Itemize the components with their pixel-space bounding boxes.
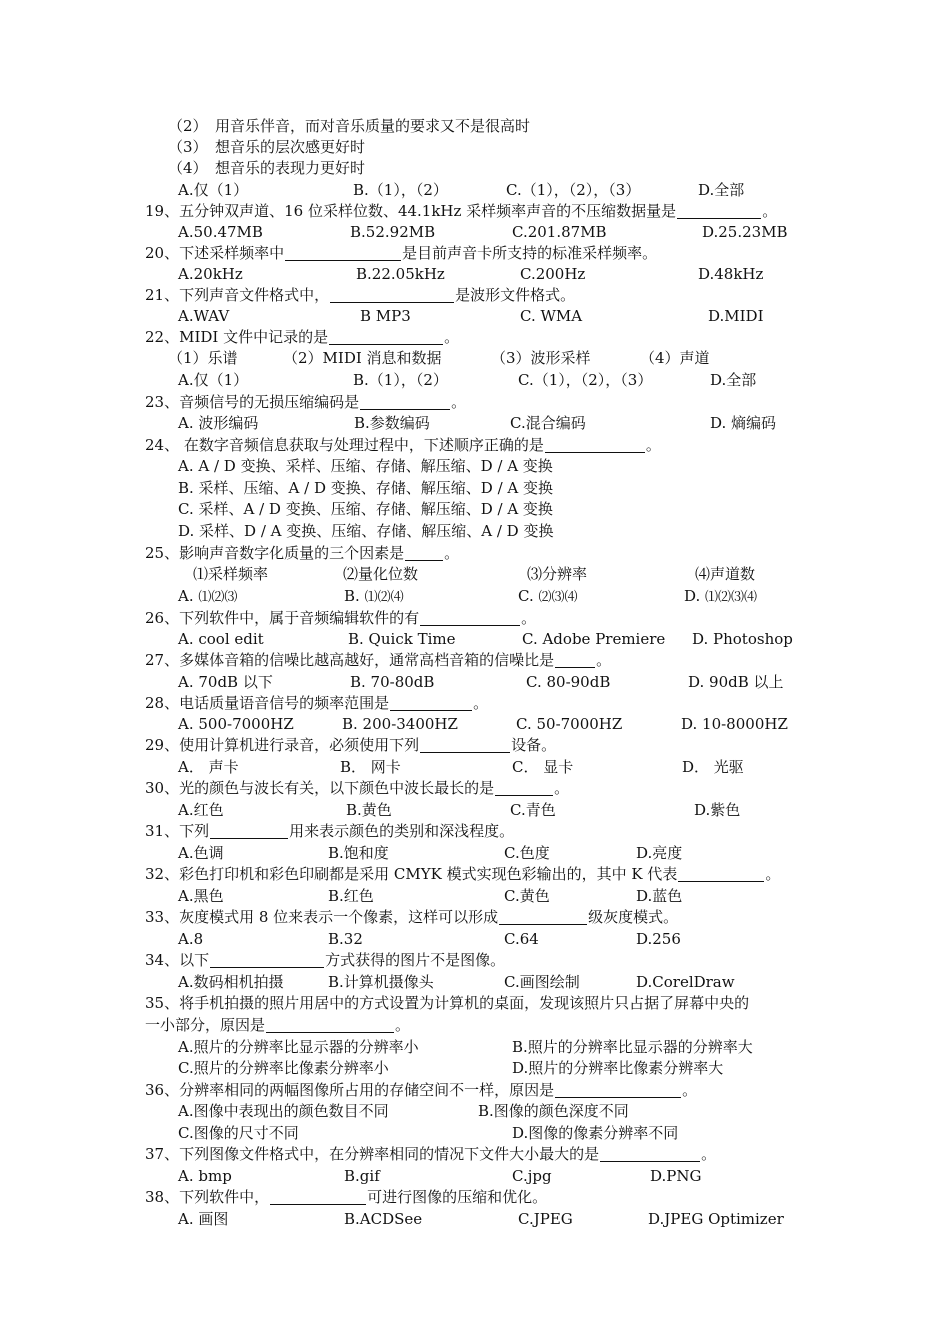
option-a: A. 画图 [178,1210,229,1228]
option-c: C.混合编码 [510,414,586,432]
option-c: C.64 [504,930,539,948]
option-a: A.数码相机拍摄 [178,973,284,991]
answer-blank [420,610,520,626]
question-38-options [178,1209,850,1230]
answer-blank [420,737,510,753]
option-b: B.ACDSee [344,1210,423,1228]
prev-item-2: （2） 用音乐伴音，而对音乐质量的要求又不是很高时 [168,117,531,135]
option-c: C.JPEG [518,1210,573,1228]
prev-item-3: （3） 想音乐的层次感更好时 [168,138,366,156]
option-b: B.黄色 [346,801,392,819]
answer-blank [270,1189,366,1205]
question-22-options [178,370,850,391]
option-c: C.（1），（2），（3） [506,181,641,199]
option-a: A. ⑴⑵⑶ [178,587,238,605]
option-a: A.50.47MB [178,223,263,241]
question-36-options-row-1 [178,1101,850,1122]
option-d: D. 10-8000HZ [681,715,788,733]
question-19-options [178,222,850,243]
option-c: C． 显卡 [512,758,574,776]
answer-blank [677,203,761,219]
prev-options [178,180,850,201]
option-d: D.紫色 [694,801,741,819]
option-d: D. Photoshop [692,630,793,648]
item-2: （2）MIDI 消息和数据 [283,349,442,367]
option-d: D.蓝色 [636,887,683,905]
option-d: D.25.23MB [702,223,788,241]
option-b: B MP3 [360,307,411,325]
answer-blank [266,1017,394,1033]
answer-blank [390,695,472,711]
option-b: B. ⑴⑵⑷ [344,587,404,605]
option-d: D.亮度 [636,844,683,862]
question-20-options [178,264,850,285]
option-d: D.48kHz [698,265,764,283]
option-a: A． 声卡 [178,758,239,776]
option-a: A.仅（1） [178,371,249,389]
question-27: 27、多媒体音箱的信噪比越高越好，通常高档音箱的信噪比是 。 [145,651,612,669]
option-a: A.色调 [178,844,224,862]
option-c: C.照片的分辨率比像素分辨率小 [178,1059,389,1077]
option-c: C. WMA [520,307,583,325]
answer-blank [360,394,450,410]
answer-blank [210,952,324,968]
question-26: 26、下列软件中，属于音频编辑软件的有 。 [145,609,537,627]
option-b: B.参数编码 [354,414,430,432]
question-21-options [178,306,850,327]
option-d: D.照片的分辨率比像素分辨率大 [512,1059,724,1077]
option-d: D.256 [636,930,681,948]
question-30: 30、光的颜色与波长有关，以下颜色中波长最长的是 。 [145,779,570,797]
option-d: D.全部 [710,371,757,389]
option-c: C. Adobe Premiere [522,630,666,648]
answer-blank [495,780,553,796]
option-c: C.200Hz [520,265,586,283]
option-a: A.仅（1） [178,181,249,199]
option-c: C. 采样、A / D 变换、压缩、存储、解压缩、D / A 变换 [178,500,553,518]
option-c: C.图像的尺寸不同 [178,1124,299,1142]
answer-blank [678,866,764,882]
answer-blank [555,652,595,668]
option-d: D. ⑴⑵⑶⑷ [684,587,758,605]
question-22-items [168,348,850,369]
answer-blank [285,245,401,261]
option-c: C.色度 [504,844,550,862]
question-36-options-row-2 [178,1123,850,1144]
question-33-options [178,929,850,950]
option-a: A.红色 [178,801,224,819]
option-c: C.画图绘制 [504,973,580,991]
option-b: B. 70-80dB [350,673,435,691]
answer-blank [329,329,443,345]
question-37-options [178,1166,850,1187]
option-b: B． 网卡 [340,758,401,776]
option-d: D.全部 [698,181,745,199]
question-24: 24、 在数字音频信息获取与处理过程中，下述顺序正确的是 。 [145,436,661,454]
question-20: 20、下述采样频率中 是目前声音卡所支持的标准采样频率。 [145,244,658,262]
option-d: D.PNG [650,1167,702,1185]
question-25-items [193,564,850,585]
answer-blank [210,823,288,839]
question-27-options [178,672,850,693]
question-29: 29、使用计算机进行录音，必须使用下列 设备。 [145,736,557,754]
question-32: 32、彩色打印机和彩色印刷都是采用 CMYK 模式实现色彩输出的，其中 K 代表 。 [145,865,781,883]
option-c: C.201.87MB [512,223,607,241]
item-4: ⑷声道数 [695,565,756,583]
option-b: B.52.92MB [350,223,436,241]
question-23: 23、音频信号的无损压缩编码是 。 [145,393,467,411]
option-a: A.20kHz [178,265,243,283]
question-32-options [178,886,850,907]
option-d: D. 90dB 以上 [688,673,784,691]
option-a: A. A / D 变换、采样、压缩、存储、解压缩、D / A 变换 [178,457,553,475]
question-31: 31、下列 用来表示颜色的类别和深浅程度。 [145,822,515,840]
option-b: B.（1），（2） [353,371,448,389]
option-b: B.图像的颜色深度不同 [478,1102,629,1120]
option-b: B. 采样、压缩、A / D 变换、存储、解压缩、D / A 变换 [178,479,553,497]
question-28-options [178,714,850,735]
question-22: 22、MIDI 文件中记录的是 。 [145,328,460,346]
option-a: A.图像中表现出的颜色数目不同 [178,1102,389,1120]
option-a: A. cool edit [178,630,264,648]
answer-blank [499,909,587,925]
option-d: D. 采样、D / A 变换、压缩、存储、解压缩、A / D 变换 [178,522,554,540]
item-2: ⑵量化位数 [343,565,419,583]
option-b: B. Quick Time [348,630,456,648]
option-b: B.红色 [328,887,374,905]
question-35-options-row-1 [178,1037,850,1058]
question-21: 21、下列声音文件格式中， 是波形文件格式。 [145,286,576,304]
option-d: D.图像的像素分辨率不同 [512,1124,679,1142]
option-b: B.32 [328,930,363,948]
question-26-options [178,629,850,650]
option-c: C.黄色 [504,887,550,905]
option-b: B.计算机摄像头 [328,973,434,991]
answer-blank [405,545,443,561]
option-d: D.JPEG Optimizer [648,1210,784,1228]
option-b: B.（1），（2） [353,181,448,199]
question-34: 34、以下 方式获得的图片不是图像。 [145,951,506,969]
question-35-line-2: 一小部分，原因是 。 [145,1016,411,1034]
question-37: 37、下列图像文件格式中，在分辨率相同的情况下文件大小最大的是 。 [145,1145,717,1163]
option-a: A. 波形编码 [178,414,259,432]
question-38: 38、下列软件中， 可进行图像的压缩和优化。 [145,1188,548,1206]
option-a: A. 500-7000HZ [178,715,294,733]
question-19: 19、五分钟双声道、16 位采样位数、44.1kHz 采样频率声音的不压缩数据量是 。 [145,202,778,220]
question-35-line-1: 35、将手机拍摄的照片用居中的方式设置为计算机的桌面，发现该照片只占据了屏幕中央的 [145,994,750,1012]
option-b: B.饱和度 [328,844,389,862]
question-28: 28、电话质量语音信号的频率范围是 。 [145,694,489,712]
option-d: D. 熵编码 [710,414,777,432]
question-25: 25、影响声音数字化质量的三个因素是 。 [145,544,460,562]
option-a: A. bmp [178,1167,232,1185]
option-d: D.CorelDraw [636,973,735,991]
option-c: C.青色 [510,801,556,819]
option-b: B.22.05kHz [356,265,445,283]
option-d: D.MIDI [708,307,764,325]
question-36: 36、分辨率相同的两幅图像所占用的存储空间不一样，原因是 。 [145,1081,698,1099]
question-23-options [178,413,850,434]
question-25-options [178,586,850,607]
option-a: A.照片的分辨率比显示器的分辨率小 [178,1038,419,1056]
option-a: A.WAV [178,307,230,325]
question-30-options [178,800,850,821]
answer-blank [330,287,454,303]
option-c: C. 80-90dB [526,673,611,691]
question-31-options [178,843,850,864]
question-34-options [178,972,850,993]
question-35-options-row-2 [178,1058,850,1079]
prev-item-4: （4） 想音乐的表现力更好时 [168,159,366,177]
option-d: D． 光驱 [682,758,744,776]
answer-blank [600,1146,700,1162]
answer-blank [555,1082,681,1098]
item-3: ⑶分辨率 [527,565,588,583]
item-4: （4）声道 [640,349,710,367]
option-b: B.照片的分辨率比显示器的分辨率大 [512,1038,753,1056]
option-c: C.jpg [512,1167,552,1185]
item-1: ⑴采样频率 [193,565,269,583]
option-a: A.8 [178,930,204,948]
option-b: B. 200-3400HZ [342,715,458,733]
option-a: A. 70dB 以下 [178,673,273,691]
option-c: C.（1），（2），（3） [518,371,653,389]
answer-blank [545,437,645,453]
item-1: （1）乐谱 [168,349,238,367]
option-a: A.黑色 [178,887,224,905]
option-b: B.gif [344,1167,380,1185]
question-33: 33、灰度模式用 8 位来表示一个像素，这样可以形成 级灰度模式。 [145,908,679,926]
option-c: C. ⑵⑶⑷ [518,587,578,605]
option-c: C. 50-7000HZ [516,715,623,733]
question-29-options [178,757,850,778]
item-3: （3）波形采样 [491,349,591,367]
